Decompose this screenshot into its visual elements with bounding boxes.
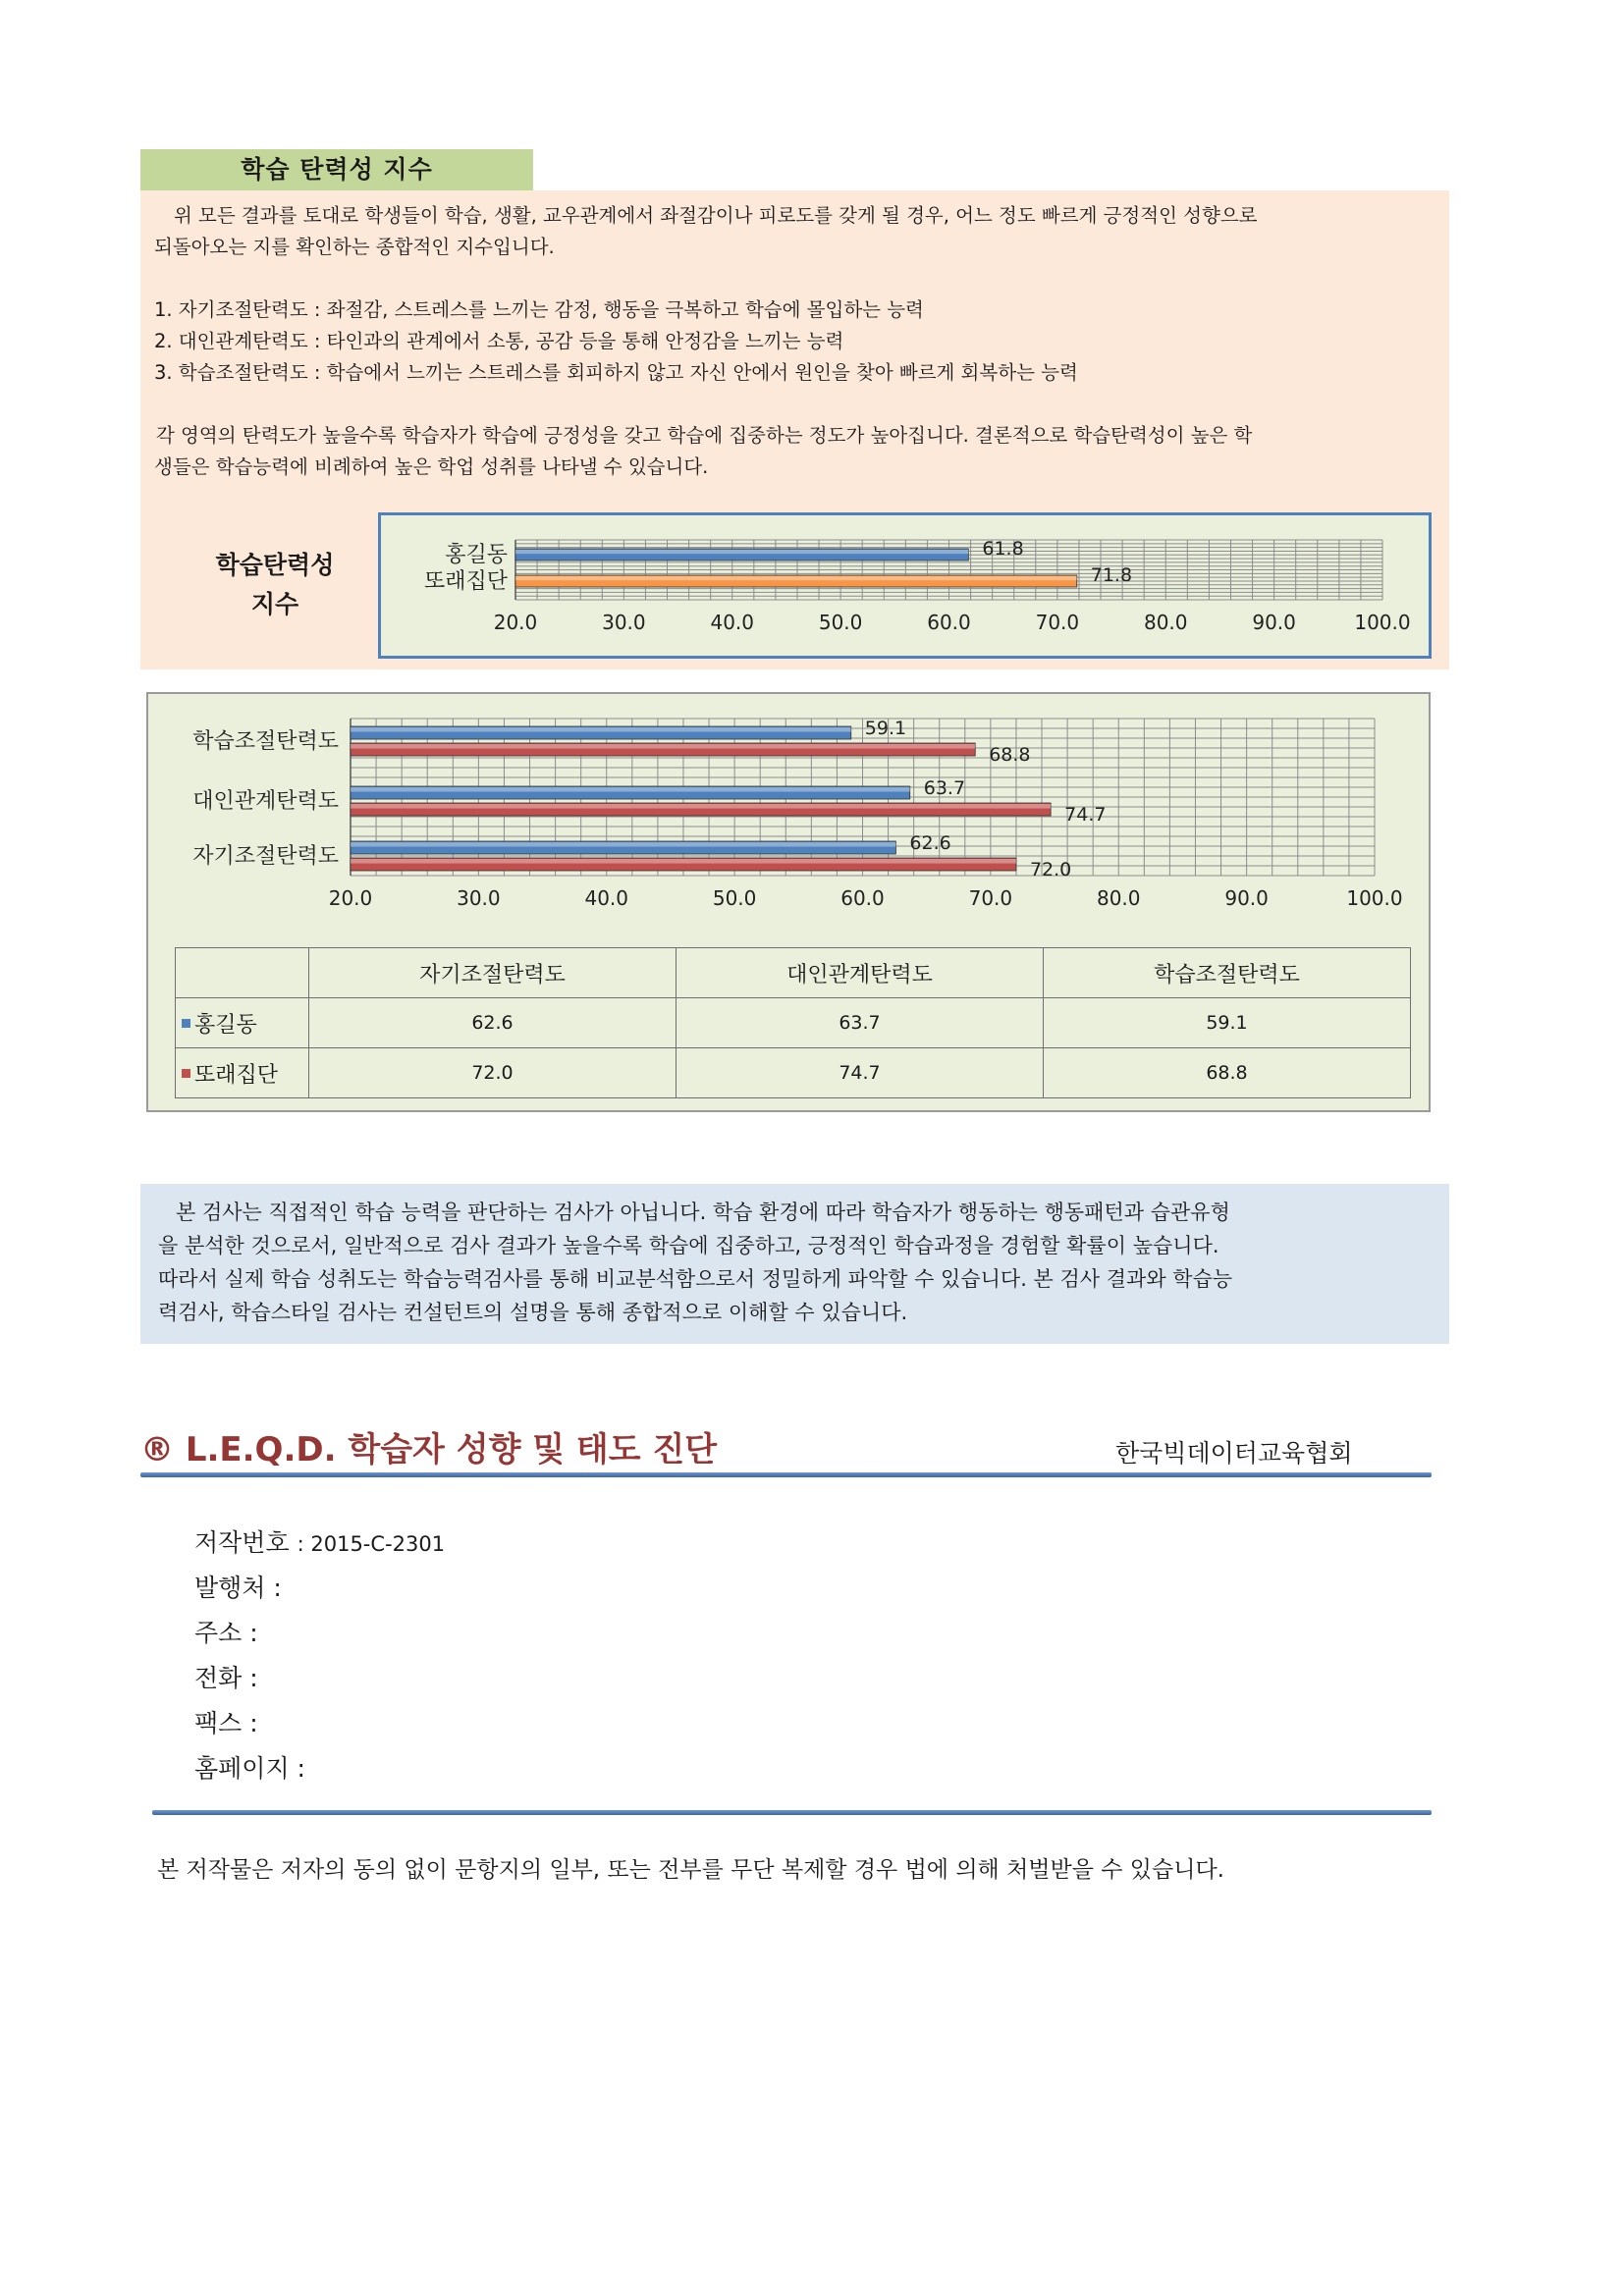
category-label: 또래집단 xyxy=(423,569,508,594)
bar-highlight xyxy=(351,744,975,749)
bar xyxy=(351,858,1016,871)
note-line-4: 력검사, 학습스타일 검사는 컨설턴트의 설명을 통해 종합적으로 이해할 수 있습니다. xyxy=(158,1301,908,1324)
bar-highlight xyxy=(351,842,895,847)
x-tick-label: 40.0 xyxy=(710,611,755,634)
table-cell: 72.0 xyxy=(309,1048,677,1098)
note-panel xyxy=(140,1184,1449,1344)
index-label-line-1: 학습탄력성 xyxy=(215,551,335,579)
section-title: 학습 탄력성 지수 xyxy=(140,149,533,190)
data-label: 61.8 xyxy=(982,538,1024,560)
x-tick-label: 60.0 xyxy=(840,886,885,910)
data-label: 71.8 xyxy=(1090,564,1133,586)
definition-item-3: 3. 학습조절탄력도 : 학습에서 느끼는 스트레스를 회피하지 않고 자신 안에서 원인을 찾아 빠르게 회복하는 능력 xyxy=(154,361,1078,384)
x-tick-label: 90.0 xyxy=(1224,886,1269,910)
x-tick-label: 30.0 xyxy=(457,886,501,910)
x-tick-label: 100.0 xyxy=(1354,611,1411,634)
table-header-row xyxy=(176,948,1411,998)
intro-line-2: 되돌아오는 지를 확인하는 종합적인 지수입니다. xyxy=(154,236,555,258)
bar-highlight xyxy=(515,550,968,554)
bar-highlight xyxy=(351,787,910,792)
x-tick-label: 90.0 xyxy=(1252,611,1296,634)
bar xyxy=(351,726,851,739)
subscale-chart-svg xyxy=(148,694,1429,939)
x-tick-label: 30.0 xyxy=(602,611,646,634)
table-row xyxy=(176,998,1411,1048)
x-tick-label: 70.0 xyxy=(1035,611,1080,634)
bar xyxy=(351,786,910,799)
copyright-number-label: 저작번호 xyxy=(194,1528,290,1557)
table-row xyxy=(176,1048,1411,1098)
x-tick-label: 20.0 xyxy=(493,611,538,634)
index-chart-svg xyxy=(381,515,1429,656)
table-row-label xyxy=(176,998,309,1048)
phone-label: 전화 : xyxy=(194,1664,258,1692)
x-tick-label: 70.0 xyxy=(968,886,1013,910)
data-label: 63.7 xyxy=(923,777,966,799)
summary-line-2: 생들은 학습능력에 비례하여 높은 학업 성취를 나타낼 수 있습니다. xyxy=(154,455,709,478)
bar xyxy=(515,575,1077,587)
bar xyxy=(515,549,968,561)
category-label: 자기조절탄력도 xyxy=(192,844,339,869)
subscale-chart-panel xyxy=(146,692,1431,1112)
homepage-label: 홈페이지 : xyxy=(194,1754,305,1783)
data-label: 59.1 xyxy=(864,718,907,739)
x-tick-label: 80.0 xyxy=(1143,611,1188,634)
definition-item-2: 2. 대인관계탄력도 : 타인과의 관계에서 소통, 공감 등을 통해 안정감을 느끼는 능력 xyxy=(154,330,844,352)
bar xyxy=(351,743,975,756)
bar-highlight xyxy=(351,859,1016,864)
bar xyxy=(351,841,895,854)
x-tick-label: 60.0 xyxy=(927,611,971,634)
table-cell: 59.1 xyxy=(1044,998,1411,1048)
table-header-cell: 학습조절탄력도 xyxy=(1044,948,1411,998)
product-title: ® L.E.Q.D. 학습자 성향 및 태도 진단 xyxy=(140,1430,718,1469)
x-tick-label: 40.0 xyxy=(584,886,629,910)
x-tick-label: 50.0 xyxy=(818,611,863,634)
legend-key-icon xyxy=(182,1069,190,1078)
table-corner xyxy=(176,948,309,998)
divider-top xyxy=(140,1472,1432,1477)
copyright-number-value: : 2015-C-2301 xyxy=(297,1532,446,1556)
bar xyxy=(351,803,1051,816)
category-label: 홍길동 xyxy=(445,543,508,567)
legend-key-icon xyxy=(182,1019,190,1028)
table-cell: 74.7 xyxy=(677,1048,1044,1098)
data-label: 72.0 xyxy=(1029,859,1072,881)
bar-highlight xyxy=(515,576,1077,580)
note-line-2: 을 분석한 것으로서, 일반적으로 검사 결과가 높을수록 학습에 집중하고, 긍정적인 학습과정을 경험할 확률이 높습니다. xyxy=(158,1234,1219,1257)
definition-item-1: 1. 자기조절탄력도 : 좌절감, 스트레스를 느끼는 감정, 행동을 극복하고 학습에 몰입하는 능력 xyxy=(154,298,924,321)
summary-line-1: 각 영역의 탄력도가 높을수록 학습자가 학습에 긍정성을 갖고 학습에 집중하는 정도가 높아집니다. 결론적으로 학습탄력성이 높은 학 xyxy=(156,424,1253,447)
note-line-3: 따라서 실제 학습 성취도는 학습능력검사를 통해 비교분석함으로서 정밀하게 파악할 수 있습니다. 본 검사 결과와 학습능 xyxy=(158,1267,1233,1291)
association-name: 한국빅데이터교육협회 xyxy=(1115,1439,1353,1468)
index-label-line-2: 지수 xyxy=(250,590,299,618)
divider-bottom xyxy=(152,1810,1432,1815)
legend-label: 또래집단 xyxy=(194,1062,279,1088)
data-label: 62.6 xyxy=(909,832,951,854)
intro-line-1: 위 모든 결과를 토대로 학생들이 학습, 생활, 교우관계에서 좌절감이나 피로도를 갖게 될 경우, 어느 정도 빠르게 긍정적인 성향으로 xyxy=(174,204,1258,227)
index-chart xyxy=(378,512,1432,659)
table-cell: 68.8 xyxy=(1044,1048,1411,1098)
table-cell: 62.6 xyxy=(309,998,677,1048)
publisher-label: 발행처 : xyxy=(194,1574,282,1602)
table-row-label xyxy=(176,1048,309,1098)
bar-highlight xyxy=(351,804,1051,809)
note-line-1: 본 검사는 직접적인 학습 능력을 판단하는 검사가 아닙니다. 학습 환경에 따라 학습자가 행동하는 행동패턴과 습관유형 xyxy=(176,1201,1230,1224)
copyright-notice: 본 저작물은 저자의 동의 없이 문항지의 일부, 또는 전부를 무단 복제할 경우 법에 의해 처벌받을 수 있습니다. xyxy=(157,1857,1224,1883)
x-tick-label: 100.0 xyxy=(1346,886,1403,910)
copyright-number-row xyxy=(194,1523,445,1559)
x-tick-label: 80.0 xyxy=(1096,886,1141,910)
bar-highlight xyxy=(351,727,851,732)
data-table xyxy=(175,947,1411,1098)
index-label xyxy=(147,546,403,624)
data-label: 68.8 xyxy=(989,744,1031,766)
category-label: 학습조절탄력도 xyxy=(192,729,339,754)
table-cell: 63.7 xyxy=(677,998,1044,1048)
address-label: 주소 : xyxy=(194,1619,258,1647)
legend-label: 홍길동 xyxy=(194,1012,257,1038)
data-label: 74.7 xyxy=(1064,804,1107,826)
table-header-cell: 대인관계탄력도 xyxy=(677,948,1044,998)
category-label: 대인관계탄력도 xyxy=(192,789,339,814)
x-tick-label: 50.0 xyxy=(712,886,757,910)
fax-label: 팩스 : xyxy=(194,1709,258,1737)
x-tick-label: 20.0 xyxy=(328,886,373,910)
table-header-cell: 자기조절탄력도 xyxy=(309,948,677,998)
